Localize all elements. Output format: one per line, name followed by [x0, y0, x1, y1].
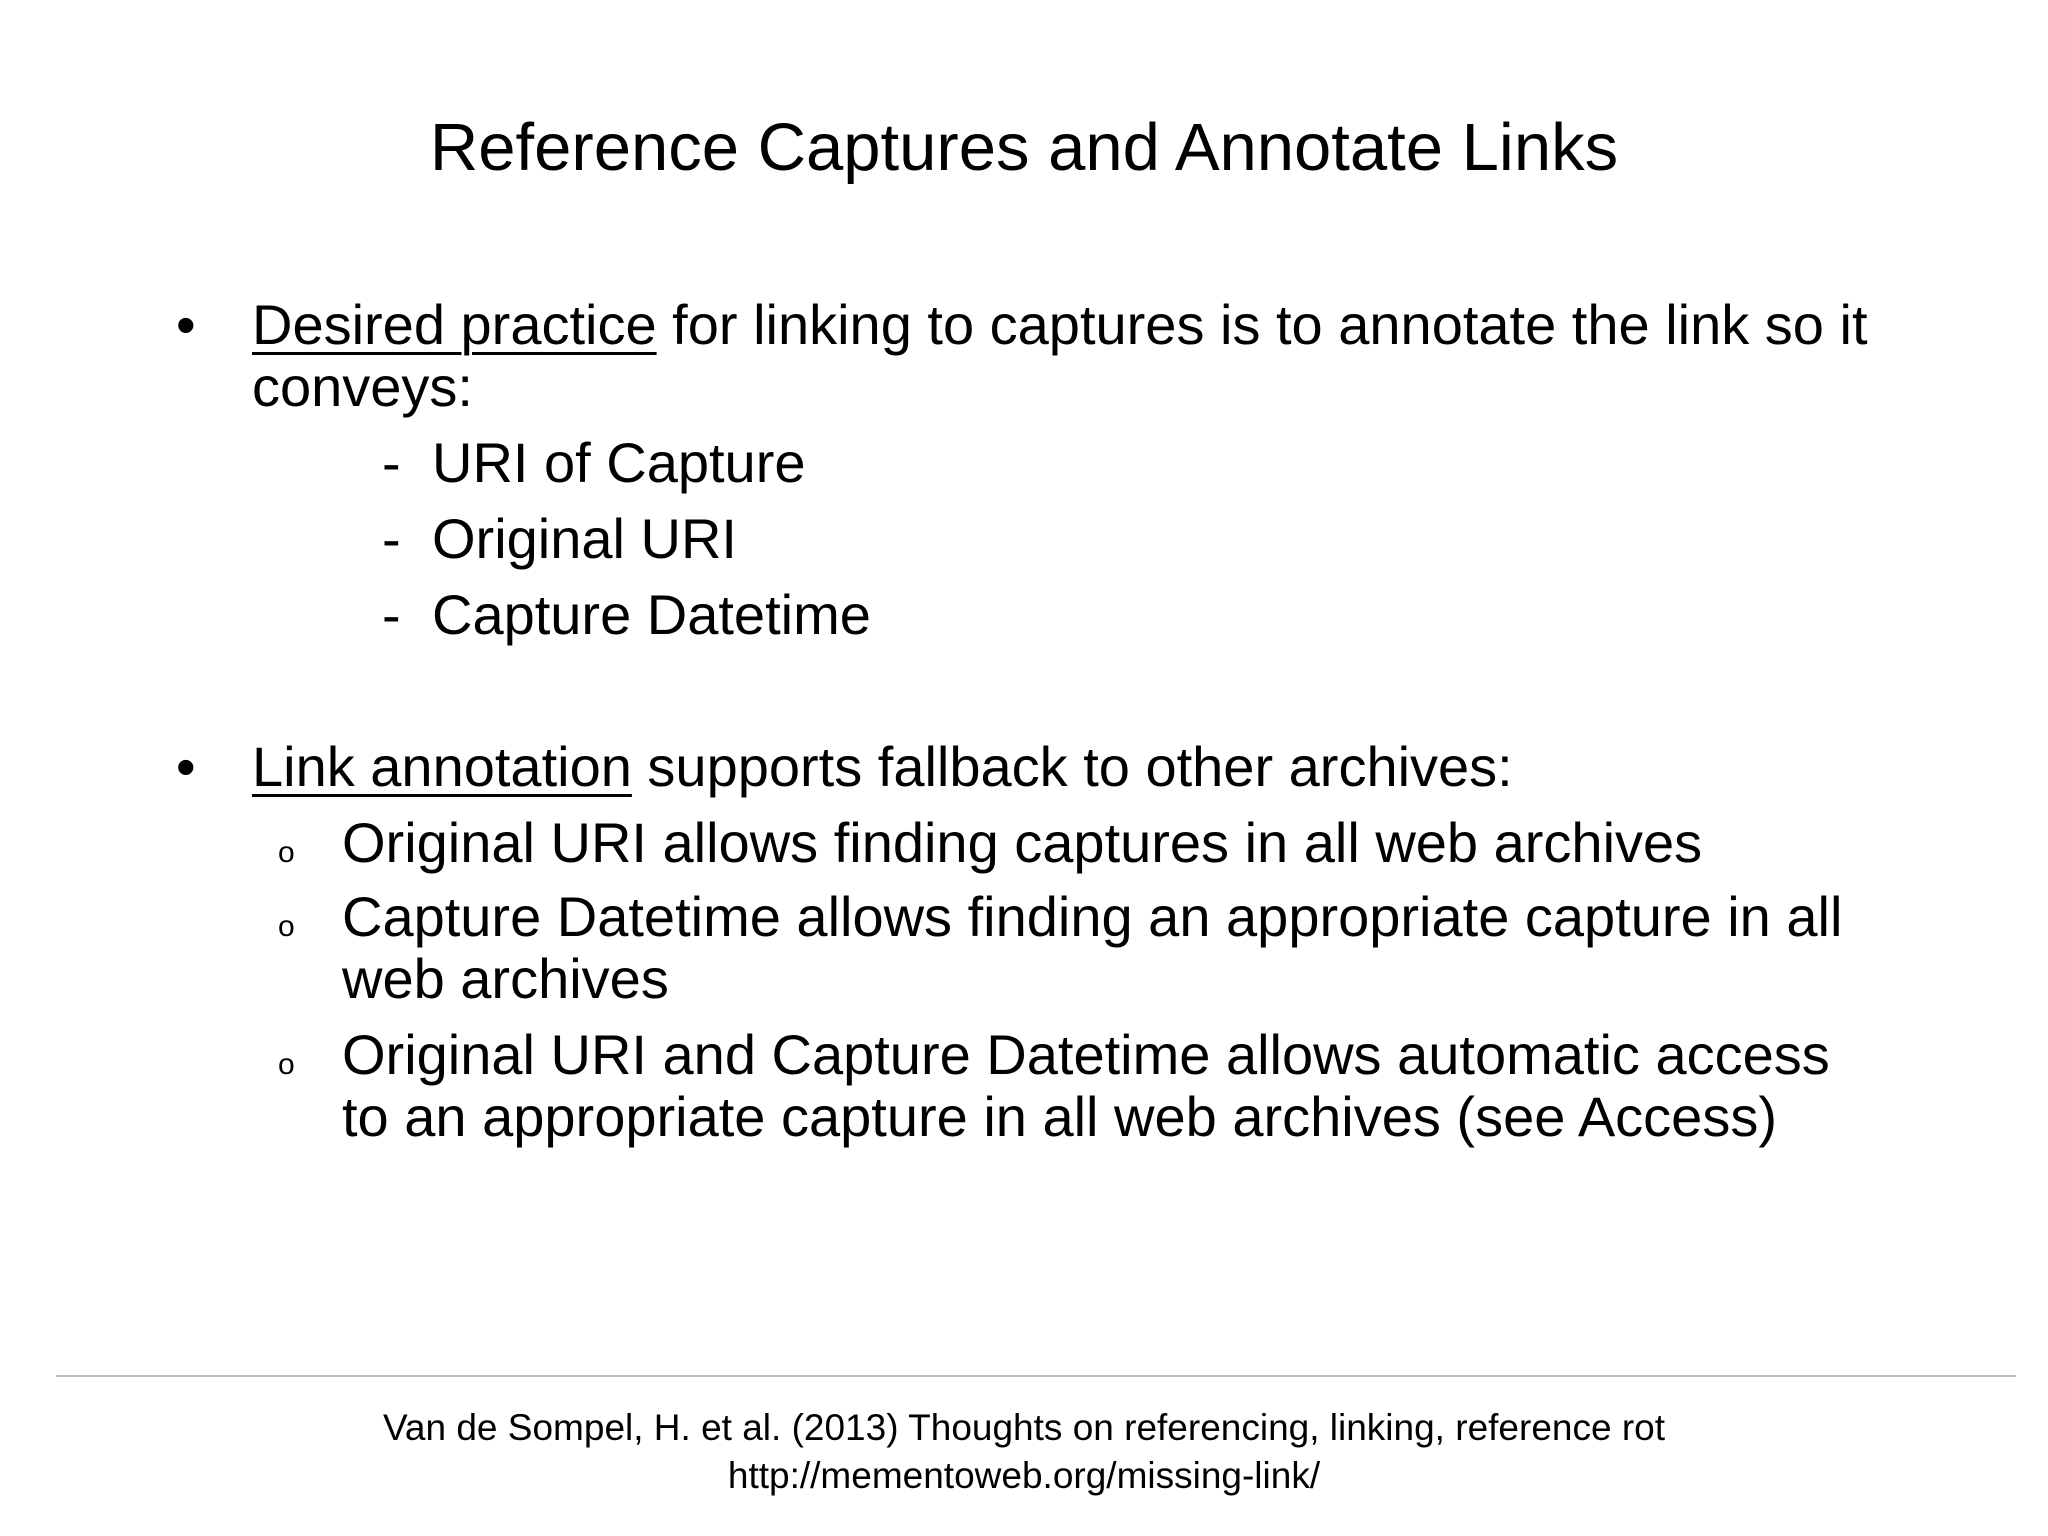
footer-url: http://mementoweb.org/missing-link/: [727, 1455, 1321, 1496]
sub-bullet-marker: o: [278, 836, 295, 869]
bullet-1-line-2: conveys:: [252, 355, 473, 418]
sub-bullet-marker: o: [278, 1048, 295, 1081]
bullet-marker: •: [176, 735, 196, 798]
dash-marker: -: [382, 507, 401, 570]
bullet-marker: •: [176, 293, 196, 356]
footer-divider: [56, 1375, 2016, 1377]
conveys-item-capture-datetime: Capture Datetime: [432, 583, 871, 646]
dash-marker: -: [382, 583, 401, 646]
fallback-item-2-line-1: Capture Datetime allows finding an appropriate capture in all: [342, 885, 1843, 948]
link-annotation-term: Link annotation: [252, 735, 632, 798]
footer-citation: Van de Sompel, H. et al. (2013) Thoughts on referencing, linking, reference rot: [382, 1407, 1666, 1448]
bullet-1-line-1: [252, 294, 1868, 356]
dash-marker: -: [382, 431, 401, 494]
conveys-item-original-uri: Original URI: [432, 507, 737, 570]
desired-practice-term: Desired practice: [252, 293, 657, 356]
conveys-item-uri-of-capture: URI of Capture: [432, 431, 806, 494]
fallback-item-3-line-2: to an appropriate capture in all web archives (see Access): [342, 1085, 1777, 1148]
bullet-2-text: supports fallback to other archives:: [631, 735, 1513, 798]
sub-bullet-marker: o: [278, 910, 295, 943]
slide-title: Reference Captures and Annotate Links: [429, 110, 1619, 185]
bullet-1-text: for linking to captures is to annotate the link so it: [656, 293, 1868, 356]
fallback-item-2-line-2: web archives: [342, 947, 669, 1010]
bullet-2-line-1: [252, 736, 1513, 798]
fallback-item-1: Original URI allows finding captures in all web archives: [342, 811, 1703, 874]
fallback-item-3-line-1: Original URI and Capture Datetime allows automatic access: [342, 1023, 1830, 1086]
